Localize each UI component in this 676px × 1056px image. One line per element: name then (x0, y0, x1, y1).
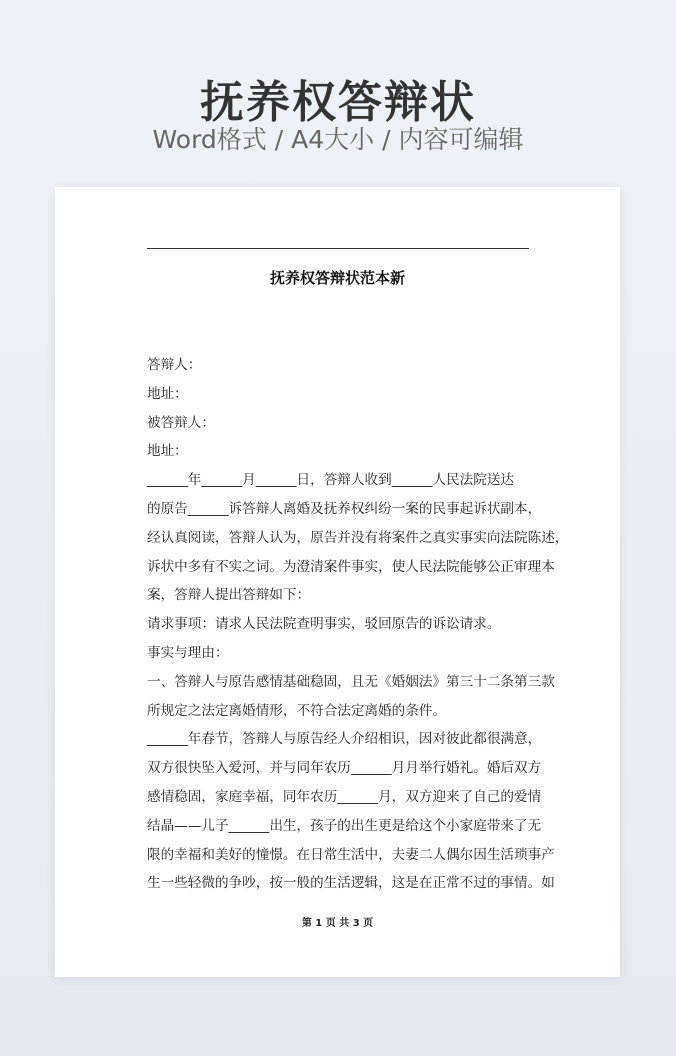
document-line: ______年春节，答辩人与原告经人介绍相识，因对彼此都很满意， (147, 731, 542, 748)
document-line: 答辩人： (147, 357, 202, 373)
document-line: 结晶——儿子______出生，孩子的出生更是给这个小家庭带来了无 (147, 817, 542, 834)
document-line: 被答辩人： (147, 414, 215, 431)
document-line: 经认真阅读，答辩人认为，原告并没有将案件之真实事实向法院陈述， (147, 529, 569, 546)
banner-subtitle: Word格式 / A4大小 / 内容可编辑 (152, 125, 524, 154)
document-line: 请求事项：请求人民法院查明事实，驳回原告的诉讼请求。 (147, 616, 501, 633)
document-line: 一、答辩人与原告感情基础稳固，且无《婚姻法》第三十二条第三款 (147, 673, 555, 690)
document-body (147, 351, 569, 898)
document-page (55, 187, 620, 977)
banner-title: 抚养权答辩状 (200, 77, 476, 128)
document-line: 生一些轻微的争吵，按一般的生活逻辑，这是在正常不过的事情。如 (147, 875, 555, 892)
document-line: 地址： (147, 385, 188, 402)
document-line: ______年______月______日，答辩人收到______人民法院送达 (147, 472, 515, 489)
document-line: 地址： (147, 443, 188, 460)
document-line: 所规定之法定离婚情形，不符合法定离婚的条件。 (147, 702, 447, 719)
document-line: 案，答辩人提出答辩如下： (147, 587, 311, 604)
document-line: 感情稳固，家庭幸福，同年农历______月，双方迎来了自己的爱情 (147, 788, 542, 805)
document-line: 诉状中多有不实之词。为澄清案件事实，使人民法院能够公正审理本 (147, 558, 555, 575)
document-line: 限的幸福和美好的憧憬。在日常生活中，夫妻二人偶尔因生活琐事产 (147, 846, 555, 863)
document-line: 事实与理由： (147, 644, 229, 661)
page-footer: 第 1 页 共 3 页 (301, 918, 374, 929)
document-line: 的原告______诉答辩人离婚及抚养权纠纷一案的民事起诉状副本， (147, 500, 542, 517)
document-title: 抚养权答辩状范本新 (269, 269, 405, 287)
header-rule (147, 248, 529, 249)
document-line: 双方很快坠入爱河，并与同年农历______月月举行婚礼。婚后双方 (147, 760, 542, 777)
